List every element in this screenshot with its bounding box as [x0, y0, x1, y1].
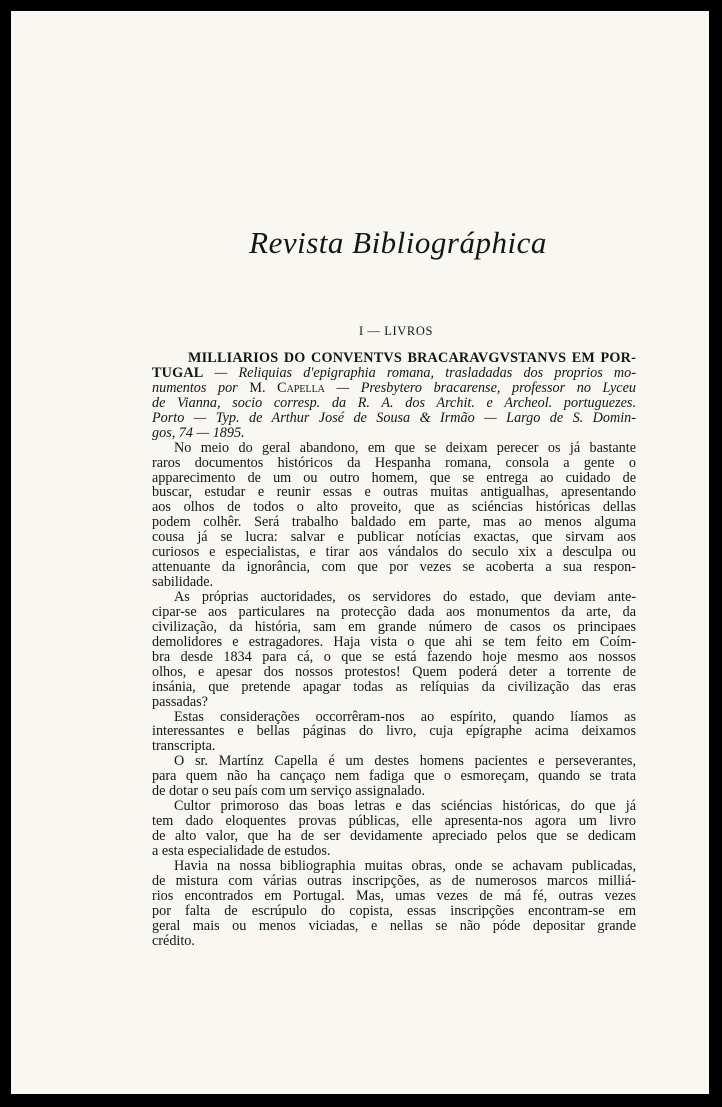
paragraph: [152, 710, 636, 755]
text-line: As próprias auctoridades, os servidores do estado, que deviam ante-: [174, 589, 636, 605]
text-line: buscar, estudar e reunir essas e outras muitas antigualhas, apresentando: [152, 484, 636, 501]
text-line: geral mais ou menos viciadas, e nellas se não póde depositar grande: [152, 917, 636, 934]
page-title: Revista Bibliográphica: [249, 225, 547, 260]
entry-line: de Vianna, socio corresp. da R. A. dos Archit. e Archeol. portuguezes.: [152, 394, 636, 411]
paragraph: [152, 859, 636, 949]
text-line: podem colhêr. Será trabalho baldado em parte, mas ao menos alguma: [152, 514, 636, 531]
text-line: de mistura com várias outras inscripções, as de numerosos marcos milliá-: [152, 872, 636, 889]
entry-line: [152, 351, 636, 366]
section-heading: I — LIVROS: [358, 324, 434, 338]
text-line: cipar-se aos particulares na protecção dada aos monumentos da arte, da: [152, 603, 636, 620]
text-line: aos olhos de todos o alto proveito, que as sciéncias históricas dellas: [152, 499, 636, 516]
paragraph: [152, 754, 636, 799]
entry-subtitle: — Reliquias d'epigraphia romana, trasladadas dos proprios mo-: [203, 364, 636, 381]
entry-title: MILLIARIOS DO CONVENTVS BRACARAVGVSTANVS EM POR-: [188, 350, 636, 366]
text-line: para quem não ha cançaço nem fadiga que o esmoreçam, quando se trata: [152, 768, 636, 785]
text-line: rios encontrados em Portugal. Mas, umas vezes de má fé, outras vezes: [152, 887, 636, 904]
text-line: de dotar o seu país com um serviço assignalado.: [152, 783, 426, 800]
paragraphs: [152, 441, 636, 949]
text-line: insánia, que pretende apagar todas as relíquias da civilização das eras: [152, 678, 636, 695]
text-line: Estas considerações occorrêram-nos ao espírito, quando líamos as: [174, 708, 636, 725]
bibliographic-entry: [152, 351, 636, 441]
entry-title-end: TUGAL: [152, 364, 204, 381]
text-line: civilização, da história, sam em grande número de casos os principaes: [152, 618, 636, 635]
text-line: interessantes e bellas páginas do livro, cuja epígraphe acima deixamos: [152, 723, 636, 740]
text-line: a esta especialidade de estudos.: [152, 842, 331, 859]
text-line: transcripta.: [152, 738, 216, 755]
paragraph: [152, 441, 636, 590]
text-line: O sr. Martínz Capella é um destes homens pacientes e perseverantes,: [174, 753, 636, 770]
text-line: de alto valor, que ha de ser devidamente apreciado pelos que se dedicam: [152, 828, 636, 844]
text-line: passadas?: [152, 693, 208, 710]
text-line: bra desde 1834 para cá, o que se está fazendo hoje mesmo aos nossos: [152, 648, 636, 665]
text-line: demolidores e estragadores. Haja vista o que ahi se tem feito em Coím-: [152, 633, 636, 650]
entry-line: Porto — Typ. de Arthur José de Sousa & Irmão — Largo de S. Domin-: [152, 409, 636, 426]
text-line: sabilidade.: [152, 574, 214, 591]
text-line: cousa já se lucra: salvar e publicar notícias exactas, que sirvam aos: [152, 529, 636, 546]
text-line: Cultor primoroso das boas letras e das sciéncias históricas, do que já: [174, 798, 636, 815]
text-line: Havia na nossa bibliographia muitas obras, onde se achavam publicadas,: [174, 857, 636, 874]
entry-line: [152, 366, 636, 381]
text-line: crédito.: [152, 932, 195, 949]
page: [11, 11, 709, 1094]
entry-author: M. Capella: [237, 379, 325, 396]
entry-line: numentos por M. Capella — Presbytero bracarense, professor no Lyceu: [152, 379, 636, 396]
text-line: attenuante da ignorância, com que por vezes se acoberta a sua respon-: [152, 559, 636, 576]
text-line: No meio do geral abandono, em que se deixam perecer os já bastante: [174, 439, 636, 456]
text-line: apparecimento de um ou outro homem, que se entrega ao cuidado de: [152, 469, 636, 486]
text-line: olhos, e apesar dos nossos protestos! Quem poderá deter a torrente de: [152, 663, 636, 680]
paragraph: [152, 590, 636, 710]
text-line: tem dado eloquentes provas públicas, elle apresenta-nos agora um livro: [152, 813, 636, 830]
text-line: por falta de escrúpulo do copista, essas inscripções encontram-se em: [152, 902, 636, 919]
entry-line: gos, 74 — 1895.: [152, 424, 245, 441]
text-line: raros documentos históricos da Hespanha romana, consola a gente o: [152, 454, 636, 471]
paragraph: [152, 799, 636, 859]
article-body: [152, 351, 636, 949]
text-line: curiosos e especialistas, e tirar aos vándalos do seculo xix a desculpa ou: [152, 544, 636, 561]
